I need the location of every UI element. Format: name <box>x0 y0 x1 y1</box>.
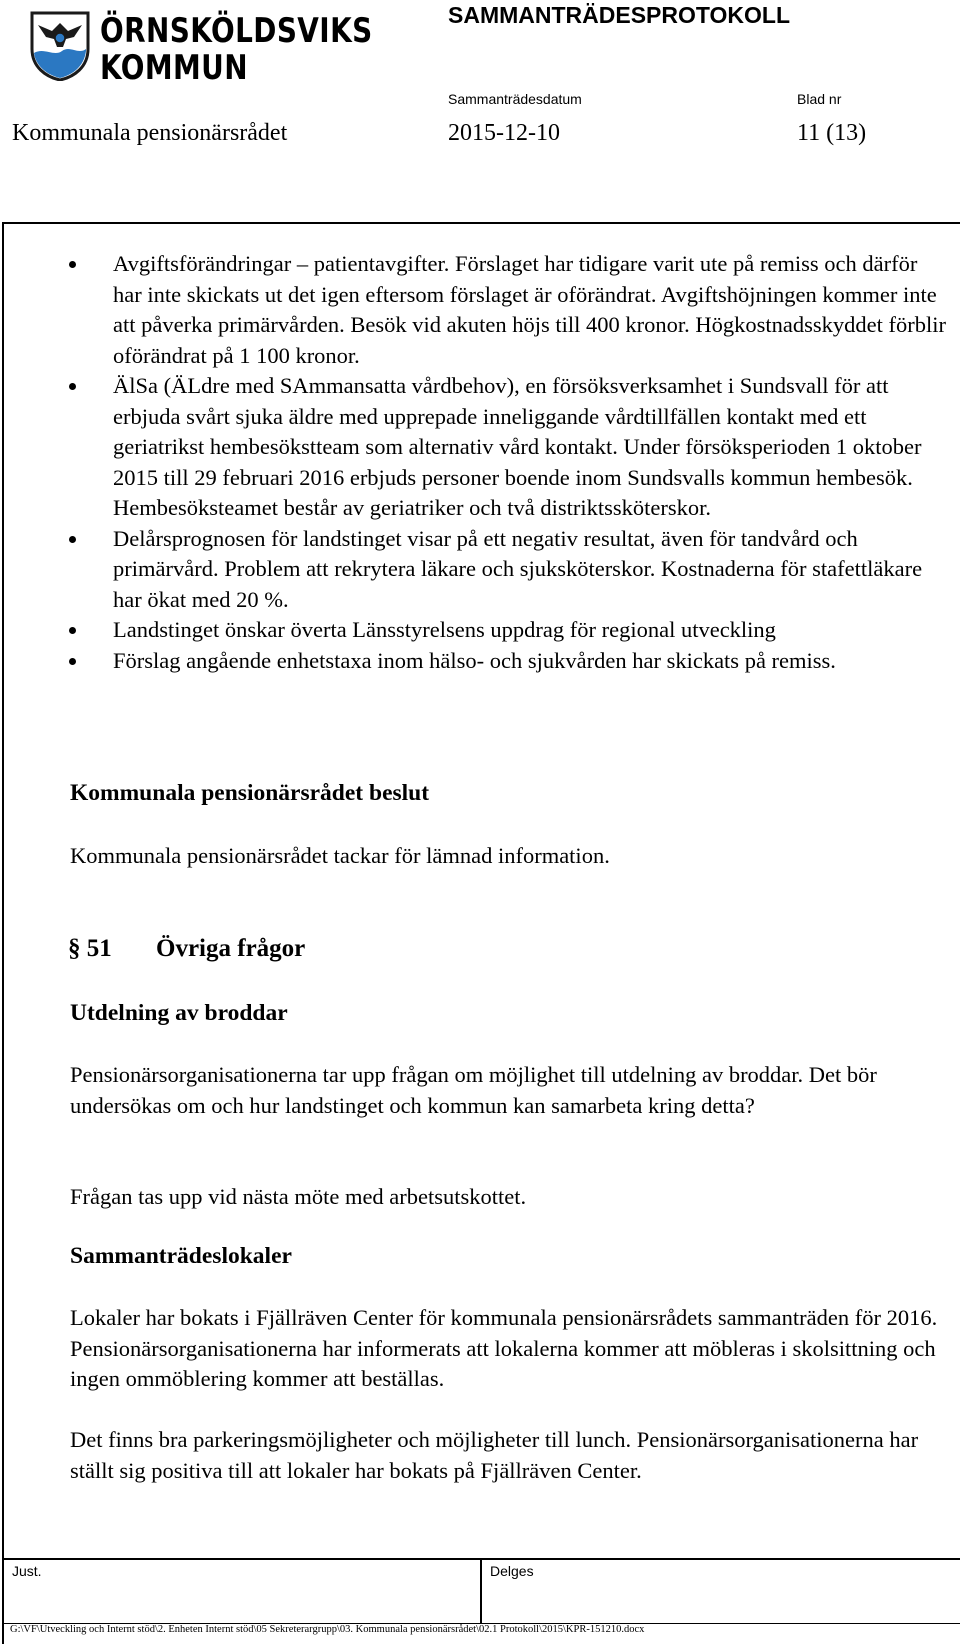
broddar-paragraph: Pensionärsorganisationerna tar upp frågan om möjlighet till utdelning av broddar. Det bör undersökas om och hur landstinget och kommun kan samarbeta kring detta? <box>70 1062 877 1118</box>
footer-divider <box>480 1558 482 1624</box>
list-item: Landstinget önskar överta Länsstyrelsens uppdrag för regional utveckling <box>68 615 948 646</box>
bullet-icon <box>69 627 76 634</box>
municipality-logo <box>30 11 373 88</box>
section-number: § 51 <box>68 935 112 962</box>
meeting-venue-paragraph: Lokaler har bokats i Fjällräven Center för kommunala pensionärsrådets sammanträden för 2016. Pensionärsorganisationerna har informerats att lokalerna kommer att möbleras i skolsittning och ingen ommöblering kommer att beställas. <box>70 1305 938 1391</box>
meeting-venue-heading: Sammanträdeslokaler <box>70 1243 292 1269</box>
meeting-date-label: Sammanträdesdatum <box>448 91 582 107</box>
justification-label: Just. <box>12 1563 42 1579</box>
decision-text: Kommunala pensionärsrådet tackar för lämnad information. <box>70 843 610 868</box>
information-bullet-list <box>68 249 948 676</box>
file-path: G:\VF\Utveckling och Internt stöd\2. Enheten Internt stöd\05 Sekreterargrupp\03. Kommunala pensionärsrådet\02.1 Protokoll\2015\KPR-151210.docx <box>10 1624 645 1635</box>
list-item: Avgiftsförändringar – patientavgifter. Förslaget har tidigare varit ute på remiss och därför har inte skickats ut det igen eftersom förslaget är oförändrat. Avgiftshöjningen kommer inte att påverka primärvården. Besök vid akuten höjs till 400 kronor. Högkostnadsskyddet förblir oförändrat på 1 100 kronor. <box>68 249 948 371</box>
list-item: Delårsprognosen för landstinget visar på ett negativ resultat, även för tandvård och primärvård. Problem att rekrytera läkare och sjuksköterskor. Kostnaderna för stafettläkare har ökat med 20 %. <box>68 524 948 616</box>
list-item: Förslag angående enhetstaxa inom hälso- och sjukvården har skickats på remiss. <box>68 646 948 677</box>
bullet-icon <box>69 536 76 543</box>
logo-text-line2: KOMMUN <box>100 48 248 88</box>
distribution-label: Delges <box>490 1563 534 1579</box>
broddar-heading: Utdelning av broddar <box>70 1000 288 1026</box>
bullet-icon <box>69 658 76 665</box>
decision-heading: Kommunala pensionärsrådet beslut <box>70 780 430 806</box>
bullet-icon <box>69 383 76 390</box>
section-title: Övriga frågor <box>156 935 306 962</box>
page-number: 11 (13) <box>797 120 867 146</box>
meeting-venue-parking: Det finns bra parkeringsmöjligheter och möjligheter till lunch. Pensionärsorganisationerna har ställt sig positiva till att lokaler har bokats på Fjällräven Center. <box>70 1427 919 1483</box>
page-number-label: Blad nr <box>797 91 842 107</box>
meeting-date: 2015-12-10 <box>448 120 560 146</box>
bullet-icon <box>69 261 76 268</box>
committee-name: Kommunala pensionärsrådet <box>12 120 288 146</box>
broddar-followup: Frågan tas upp vid nästa möte med arbetsutskottet. <box>70 1184 527 1209</box>
list-item: ÄlSa (ÄLdre med SAmmansatta vårdbehov), en försöksverksamhet i Sundsvall för att erbjuda svårt sjuka äldre med upprepade inneliggande vårdtillfällen kontakt med ett geriatrikst hembesökstteam som alternativ vård kontakt. Under försöksperioden 1 oktober 2015 till 29 februari 2016 erbjuds personer boende inom Sundsvalls kommun hembesök. Hembesöksteamet består av geriatriker och två distriktssköterskor. <box>68 371 948 524</box>
coat-of-arms-icon <box>30 11 90 81</box>
document-type: SAMMANTRÄDESPROTOKOLL <box>448 2 791 28</box>
logo-text-line1: ÖRNSKÖLDSVIKS <box>100 11 373 51</box>
